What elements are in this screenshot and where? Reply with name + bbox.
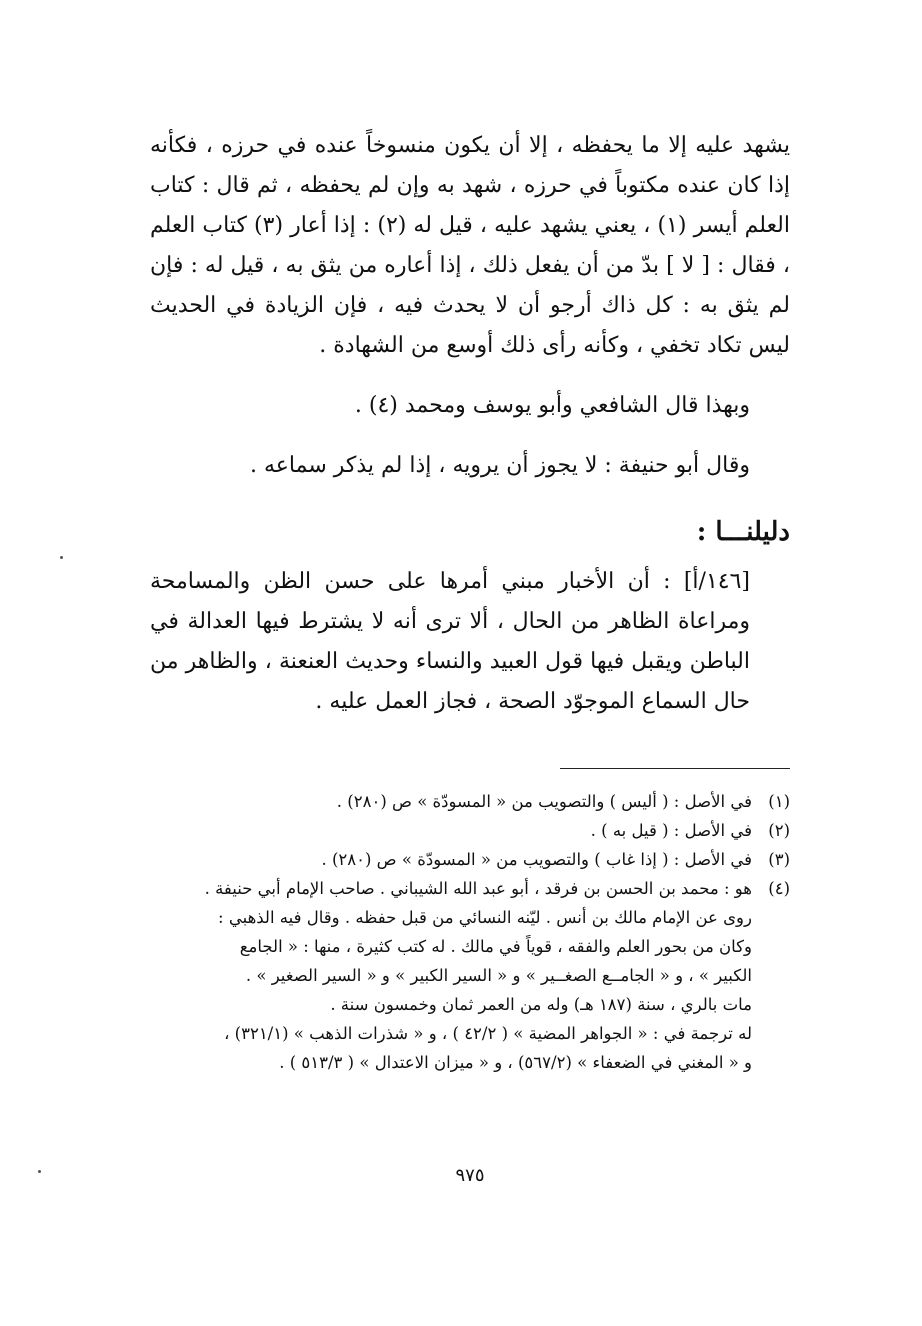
- footnote-line: هو : محمد بن الحسن بن فرقد ، أبو عبد الله الشيباني . صاحب الإمام أبي حنيفة .: [204, 879, 752, 898]
- footnote-text: [150, 845, 752, 874]
- footnote-separator: [560, 768, 790, 769]
- footnote-item: [150, 787, 790, 816]
- footnote-item: [150, 874, 790, 1077]
- footnote-text: [150, 874, 752, 1077]
- footnote-line: روى عن الإمام مالك بن أنس . ليّنه النسائي من قبل حفظه . وقال فيه الذهبي :: [218, 908, 752, 927]
- footnote-item: [150, 816, 790, 845]
- footnote-number: (٢): [768, 821, 790, 840]
- section-heading: دليلنـــا :: [696, 517, 790, 547]
- footnote-text: [150, 816, 752, 845]
- scan-speck: [38, 1170, 41, 1173]
- footnote-line: وكان من بحور العلم والفقه ، قوياً في مالك . له كتب كثيرة ، منها : « الجامع: [239, 937, 752, 956]
- footnote-line: في الأصل : ( إذا غاب ) والتصويب من « المسودّة » ص (٢٨٠) .: [321, 850, 752, 869]
- footnote-line: الكبير » ، و « الجامــع الصغــير » و « السير الكبير » و « السير الصغير » .: [245, 966, 752, 985]
- footnote-line: له ترجمة في : « الجواهر المضية » ( ٤٢/٢ ) ، و « شذرات الذهب » (٣٢١/١) ،: [224, 1024, 752, 1043]
- footnotes-list: [150, 787, 790, 1077]
- footnote-line: و « المغني في الضعفاء » (٥٦٧/٢) ، و « ميزان الاعتدال » ( ٥١٣/٣ ) .: [279, 1053, 752, 1072]
- footnote-number: (٤): [768, 879, 790, 898]
- page-number: ٩٧٥: [455, 1165, 485, 1186]
- main-paragraph: يشهد عليه إلا ما يحفظه ، إلا أن يكون منسوخاً عنده في حرزه ، فكأنه إذا كان عنده مكتوباً في حرزه ، شهد به وإن لم يحفظه ، ثم قال : كتاب العلم أيسر (١) ، يعني يشهد عليه ، قيل له (٢) : إذا أعار (٣) كتاب العلم ، فقال : [ لا ] بدّ من أن يفعل ذلك ، إذا أعاره من يثق به ، قيل له : فإن لم يثق به : كل ذاك أرجو أن لا يحدث فيه ، فإن الزيادة في الحديث ليس تكاد تخفي ، وكأنه رأى ذلك أوسع من الشهادة .: [150, 133, 790, 358]
- footnote-text: [150, 787, 752, 816]
- evidence-paragraph: [١٤٦/أ] : أن الأخبار مبني أمرها على حسن الظن والمسامحة ومراعاة الظاهر من الحال ، ألا ترى أنه لا يشترط فيها العدالة في الباطن ويقبل فيها قول العبيد والنساء وحديث العنعنة ، والظاهر من حال السماع الموجوّد الصحة ، فجاز العمل عليه .: [150, 569, 750, 714]
- opinion-line-abu-hanifa: وقال أبو حنيفة : لا يجوز أن يرويه ، إذا لم يذكر سماعه .: [249, 453, 750, 478]
- footnote-number: (٣): [768, 850, 790, 869]
- footnote-item: [150, 845, 790, 874]
- footnote-line: في الأصل : ( أليس ) والتصويب من « المسودّة » ص (٢٨٠) .: [336, 792, 752, 811]
- footnote-line: مات بالري ، سنة (١٨٧ هـ) وله من العمر ثمان وخمسون سنة .: [330, 995, 752, 1014]
- footnote-number: (١): [768, 792, 790, 811]
- opinion-line-shafii: وبهذا قال الشافعي وأبو يوسف ومحمد (٤) .: [354, 393, 750, 418]
- document-page: [150, 120, 790, 1220]
- footnote-line: في الأصل : ( قيل به ) .: [590, 821, 752, 840]
- scan-speck: [60, 556, 63, 559]
